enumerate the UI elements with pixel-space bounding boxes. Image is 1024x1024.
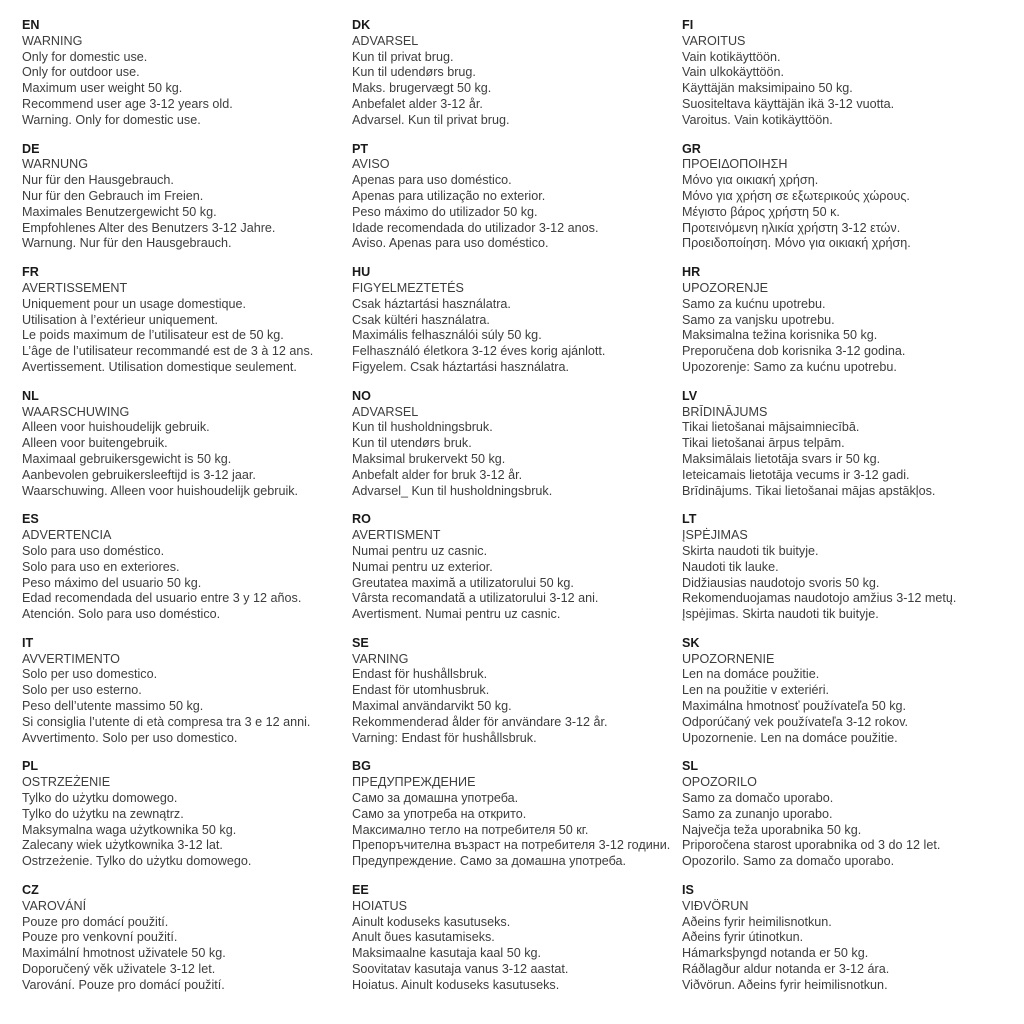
- language-block-it: [22, 636, 352, 747]
- warning-line: Anbefalet alder 3-12 år.: [352, 96, 483, 111]
- language-code: SK: [682, 635, 700, 650]
- warning-line: Solo para uso en exteriores.: [22, 559, 180, 574]
- language-block-se: [352, 636, 682, 747]
- warning-title: ПРЕДУПРЕЖДЕНИЕ: [352, 775, 476, 790]
- warning-line: Μόνο για χρήση σε εξωτερικούς χώρους.: [682, 188, 910, 203]
- warning-line: Ieteicamais lietotāja vecums ir 3-12 gadi.: [682, 467, 910, 482]
- warning-line: Maximaal gebruikersgewicht is 50 kg.: [22, 451, 232, 466]
- language-block-fi: [682, 18, 1012, 129]
- language-block-es: [22, 512, 352, 623]
- warning-title: ADVARSEL: [352, 404, 419, 419]
- warning-line: Zalecany wiek użytkownika 3-12 lat.: [22, 838, 223, 853]
- warning-line: Προειδοποίηση. Μόνο για οικιακή χρήση.: [682, 236, 911, 251]
- warning-line: Edad recomendada del usuario entre 3 y 12 años.: [22, 591, 302, 606]
- language-code: HU: [352, 265, 371, 280]
- warning-column-1: [22, 18, 352, 1007]
- warning-line: Csak háztartási használatra.: [352, 296, 511, 311]
- warning-line: Maximum user weight 50 kg.: [22, 81, 183, 96]
- warning-line: Ostrzeżenie. Tylko do użytku domowego.: [22, 854, 252, 869]
- warning-line: Avertisment. Numai pentru uz casnic.: [352, 607, 561, 622]
- language-block-sl: [682, 759, 1012, 870]
- warning-line: Preporučena dob korisnika 3-12 godina.: [682, 344, 906, 359]
- warning-line: Maximal användarvikt 50 kg.: [352, 699, 512, 714]
- warning-line: Felhasználó életkora 3-12 éves korig ajánlott.: [352, 344, 606, 359]
- language-code: PL: [22, 759, 39, 774]
- language-code: LV: [682, 388, 698, 403]
- warning-line: Utilisation à l’extérieur uniquement.: [22, 312, 219, 327]
- warning-line: Greutatea maximă a utilizatorului 50 kg.: [352, 575, 574, 590]
- warning-column-3: [682, 18, 1012, 1007]
- warning-title: BRĪDINĀJUMS: [682, 404, 768, 419]
- warning-line: Apenas para utilização no exterior.: [352, 188, 546, 203]
- warning-line: Varoitus. Vain kotikäyttöön.: [682, 112, 833, 127]
- language-code: ES: [22, 512, 39, 527]
- warning-line: Käyttäjän maksimipaino 50 kg.: [682, 81, 853, 96]
- warning-line: L’âge de l’utilisateur recommandé est de 3 à 12 ans.: [22, 344, 314, 359]
- warning-line: Naudoti tik lauke.: [682, 559, 779, 574]
- language-code: IS: [682, 883, 694, 898]
- warning-line: Warning. Only for domestic use.: [22, 112, 201, 127]
- warning-title: VAROVÁNÍ: [22, 898, 87, 913]
- warning-line: Предупреждение. Само за домашна употреба.: [352, 854, 627, 869]
- warning-line: Hoiatus. Ainult koduseks kasutuseks.: [352, 977, 560, 992]
- language-block-de: [22, 142, 352, 253]
- warning-line: Brīdinājums. Tikai lietošanai mājas apstākļos.: [682, 483, 936, 498]
- warning-title: AVERTISSEMENT: [22, 280, 128, 295]
- warning-line: Le poids maximum de l’utilisateur est de 50 kg.: [22, 328, 284, 343]
- warning-title: OSTRZEŻENIE: [22, 775, 111, 790]
- warning-line: Endast för hushållsbruk.: [352, 667, 488, 682]
- warning-line: Doporučený věk uživatele 3-12 let.: [22, 962, 216, 977]
- language-code: DE: [22, 141, 40, 156]
- warning-line: Maks. brugervægt 50 kg.: [352, 81, 492, 96]
- warning-line: Kun til husholdningsbruk.: [352, 420, 493, 435]
- warning-line: Len na domáce použitie.: [682, 667, 820, 682]
- warning-line: Tylko do użytku na zewnątrz.: [22, 806, 184, 821]
- warning-line: Μέγιστο βάρος χρήστη 50 κ.: [682, 204, 840, 219]
- warning-line: Upozornenie. Len na domáce použitie.: [682, 730, 898, 745]
- language-code: SL: [682, 759, 699, 774]
- language-code: EN: [22, 18, 40, 32]
- warning-line: Ainult koduseks kasutuseks.: [352, 914, 511, 929]
- language-block-en: [22, 18, 352, 129]
- warning-line: Maksimalna težina korisnika 50 kg.: [682, 328, 878, 343]
- warning-line: Максимално тегло на потребителя 50 кг.: [352, 822, 589, 837]
- warning-line: Įspėjimas. Skirta naudoti tik buityje.: [682, 607, 879, 622]
- warning-line: Maksimaalne kasutaja kaal 50 kg.: [352, 946, 542, 961]
- language-block-fr: [22, 265, 352, 376]
- warning-line: Alleen voor buitengebruik.: [22, 436, 168, 451]
- warning-line: Alleen voor huishoudelijk gebruik.: [22, 420, 210, 435]
- language-code: EE: [352, 883, 369, 898]
- warning-line: Odporúčaný vek používateľa 3-12 rokov.: [682, 714, 909, 729]
- language-block-ro: [352, 512, 682, 623]
- warning-line: Solo para uso doméstico.: [22, 543, 165, 558]
- warning-title: UPOZORENJE: [682, 280, 769, 295]
- language-block-pt: [352, 142, 682, 253]
- warning-title: AVVERTIMENTO: [22, 651, 120, 666]
- language-code: NL: [22, 388, 39, 403]
- warning-line: Avvertimento. Solo per uso domestico.: [22, 730, 238, 745]
- warning-line: Figyelem. Csak háztartási használatra.: [352, 359, 569, 374]
- warning-line: Samo za kućnu upotrebu.: [682, 296, 826, 311]
- warning-line: Si consiglia l’utente di età compresa tra 3 e 12 anni.: [22, 714, 311, 729]
- warning-line: Viðvörun. Aðeins fyrir heimilisnotkun.: [682, 977, 888, 992]
- warning-line: Recommend user age 3-12 years old.: [22, 96, 233, 111]
- warning-line: Anbefalt alder for bruk 3-12 år.: [352, 467, 523, 482]
- language-code: DK: [352, 18, 371, 32]
- language-code: FR: [22, 265, 39, 280]
- warning-line: Maximales Benutzergewicht 50 kg.: [22, 204, 217, 219]
- warning-line: Maximálna hmotnosť používateľa 50 kg.: [682, 699, 907, 714]
- warning-line: Samo za domačo uporabo.: [682, 791, 834, 806]
- warning-line: Peso máximo del usuario 50 kg.: [22, 575, 202, 590]
- warning-line: Vain ulkokäyttöön.: [682, 65, 784, 80]
- warning-line: Soovitatav kasutaja vanus 3-12 aastat.: [352, 962, 569, 977]
- warning-line: Vain kotikäyttöön.: [682, 49, 781, 64]
- warning-line: Tylko do użytku domowego.: [22, 791, 178, 806]
- warning-title: VAROITUS: [682, 33, 746, 48]
- warning-column-2: [352, 18, 682, 1007]
- warning-line: Rekommenderad ålder för användare 3-12 år.: [352, 714, 608, 729]
- warning-line: Nur für den Gebrauch im Freien.: [22, 188, 204, 203]
- language-block-lv: [682, 389, 1012, 500]
- warning-line: Csak kültéri használatra.: [352, 312, 490, 327]
- language-block-ee: [352, 883, 682, 994]
- warning-line: Kun til udendørs brug.: [352, 65, 476, 80]
- warning-line: Varning: Endast för hushållsbruk.: [352, 730, 537, 745]
- warning-line: Skirta naudoti tik buityje.: [682, 543, 819, 558]
- warning-line: Opozorilo. Samo za domačo uporabo.: [682, 854, 895, 869]
- warning-line: Priporočena starost uporabnika od 3 do 12 let.: [682, 838, 941, 853]
- warning-line: Само за употреба на открито.: [352, 806, 527, 821]
- warning-title: AVISO: [352, 157, 390, 172]
- language-block-bg: [352, 759, 682, 870]
- warning-line: Samo za zunanjo uporabo.: [682, 806, 833, 821]
- language-block-no: [352, 389, 682, 500]
- warning-title: ADVERTENCIA: [22, 528, 112, 543]
- warning-line: Advarsel_ Kun til husholdningsbruk.: [352, 483, 553, 498]
- warning-line: Avertissement. Utilisation domestique seulement.: [22, 359, 297, 374]
- warning-line: Numai pentru uz casnic.: [352, 543, 488, 558]
- language-block-hu: [352, 265, 682, 376]
- warning-line: Препоръчителна възраст на потребителя 3-12 години.: [352, 838, 671, 853]
- warning-line: Suositeltava käyttäjän ikä 3-12 vuotta.: [682, 96, 895, 111]
- warning-line: Aðeins fyrir útinotkun.: [682, 930, 804, 945]
- warning-line: Kun til utendørs bruk.: [352, 436, 472, 451]
- warning-line: Didžiausias naudotojo svoris 50 kg.: [682, 575, 880, 590]
- warning-title: AVERTISMENT: [352, 528, 441, 543]
- warning-line: Aðeins fyrir heimilisnotkun.: [682, 914, 832, 929]
- warning-line: Aviso. Apenas para uso doméstico.: [352, 236, 549, 251]
- warning-title: ADVARSEL: [352, 33, 419, 48]
- language-block-pl: [22, 759, 352, 870]
- language-code: RO: [352, 512, 371, 527]
- language-code: NO: [352, 388, 371, 403]
- warning-line: Vârsta recomandată a utilizatorului 3-12 ani.: [352, 591, 599, 606]
- language-code: IT: [22, 635, 34, 650]
- warning-line: Anult õues kasutamiseks.: [352, 930, 495, 945]
- language-code: LT: [682, 512, 697, 527]
- language-code: HR: [682, 265, 701, 280]
- language-block-cz: [22, 883, 352, 994]
- warning-line: Peso dell’utente massimo 50 kg.: [22, 699, 204, 714]
- warning-title: ΠΡΟΕΙΔΟΠΟΙΗΣΗ: [682, 157, 788, 172]
- warning-title: WARNUNG: [22, 157, 88, 172]
- warning-line: Ráðlagður aldur notanda er 3-12 ára.: [682, 962, 890, 977]
- language-block-gr: [682, 142, 1012, 253]
- warning-line: Aanbevolen gebruikersleeftijd is 3-12 jaar.: [22, 467, 256, 482]
- warning-line: Empfohlenes Alter des Benutzers 3-12 Jahre.: [22, 220, 276, 235]
- warning-line: Kun til privat brug.: [352, 49, 454, 64]
- warning-line: Numai pentru uz exterior.: [352, 559, 493, 574]
- warning-line: Največja teža uporabnika 50 kg.: [682, 822, 862, 837]
- language-code: FI: [682, 18, 694, 32]
- language-block-nl: [22, 389, 352, 500]
- warning-line: Само за домашна употреба.: [352, 791, 519, 806]
- warning-title: VARNING: [352, 651, 409, 666]
- warning-line: Idade recomendada do utilizador 3-12 anos.: [352, 220, 599, 235]
- warning-line: Endast för utomhusbruk.: [352, 683, 490, 698]
- warning-line: Solo per uso domestico.: [22, 667, 158, 682]
- warning-line: Tikai lietošanai mājsaimniecībā.: [682, 420, 860, 435]
- warning-title: UPOZORNENIE: [682, 651, 775, 666]
- warning-line: Maksimal brukervekt 50 kg.: [352, 451, 506, 466]
- warning-line: Tikai lietošanai ārpus telpām.: [682, 436, 845, 451]
- warning-line: Samo za vanjsku upotrebu.: [682, 312, 835, 327]
- warning-line: Pouze pro venkovní použití.: [22, 930, 178, 945]
- warning-line: Only for domestic use.: [22, 49, 148, 64]
- language-block-sk: [682, 636, 1012, 747]
- warning-line: Peso máximo do utilizador 50 kg.: [352, 204, 538, 219]
- warning-line: Solo per uso esterno.: [22, 683, 142, 698]
- language-code: CZ: [22, 883, 39, 898]
- language-code: PT: [352, 141, 369, 156]
- warning-title: FIGYELMEZTETÉS: [352, 280, 464, 295]
- language-block-lt: [682, 512, 1012, 623]
- warning-title: VIÐVÖRUN: [682, 898, 749, 913]
- warning-line: Warnung. Nur für den Hausgebrauch.: [22, 236, 232, 251]
- warning-line: Maksymalna waga użytkownika 50 kg.: [22, 822, 237, 837]
- language-code: BG: [352, 759, 371, 774]
- warning-line: Nur für den Hausgebrauch.: [22, 173, 174, 188]
- warning-line: Advarsel. Kun til privat brug.: [352, 112, 510, 127]
- language-block-is: [682, 883, 1012, 994]
- warning-line: Only for outdoor use.: [22, 65, 140, 80]
- warning-line: Upozorenje: Samo za kućnu upotrebu.: [682, 359, 897, 374]
- language-code: SE: [352, 635, 369, 650]
- language-code: GR: [682, 141, 701, 156]
- warning-line: Μόνο για οικιακή χρήση.: [682, 173, 819, 188]
- warning-line: Προτεινόμενη ηλικία χρήστη 3-12 ετών.: [682, 220, 901, 235]
- warning-title: WAARSCHUWING: [22, 404, 130, 419]
- warning-line: Hámarksþyngd notanda er 50 kg.: [682, 946, 869, 961]
- warning-title: HOIATUS: [352, 898, 408, 913]
- warning-line: Maksimālais lietotāja svars ir 50 kg.: [682, 451, 881, 466]
- warning-line: Rekomenduojamas naudotojo amžius 3-12 metų.: [682, 591, 957, 606]
- warning-line: Atención. Solo para uso doméstico.: [22, 607, 221, 622]
- warning-line: Maximální hmotnost uživatele 50 kg.: [22, 946, 226, 961]
- warning-title: WARNING: [22, 33, 83, 48]
- language-block-hr: [682, 265, 1012, 376]
- warning-line: Apenas para uso doméstico.: [352, 173, 512, 188]
- warning-line: Maximális felhasználói súly 50 kg.: [352, 328, 542, 343]
- language-block-dk: [352, 18, 682, 129]
- warning-line: Uniquement pour un usage domestique.: [22, 296, 247, 311]
- warning-line: Varování. Pouze pro domácí použití.: [22, 977, 225, 992]
- warning-line: Len na použitie v exteriéri.: [682, 683, 830, 698]
- warning-line: Waarschuwing. Alleen voor huishoudelijk gebruik.: [22, 483, 299, 498]
- warning-title: ĮSPĖJIMAS: [682, 528, 748, 543]
- warning-line: Pouze pro domácí použití.: [22, 914, 169, 929]
- warning-title: OPOZORILO: [682, 775, 757, 790]
